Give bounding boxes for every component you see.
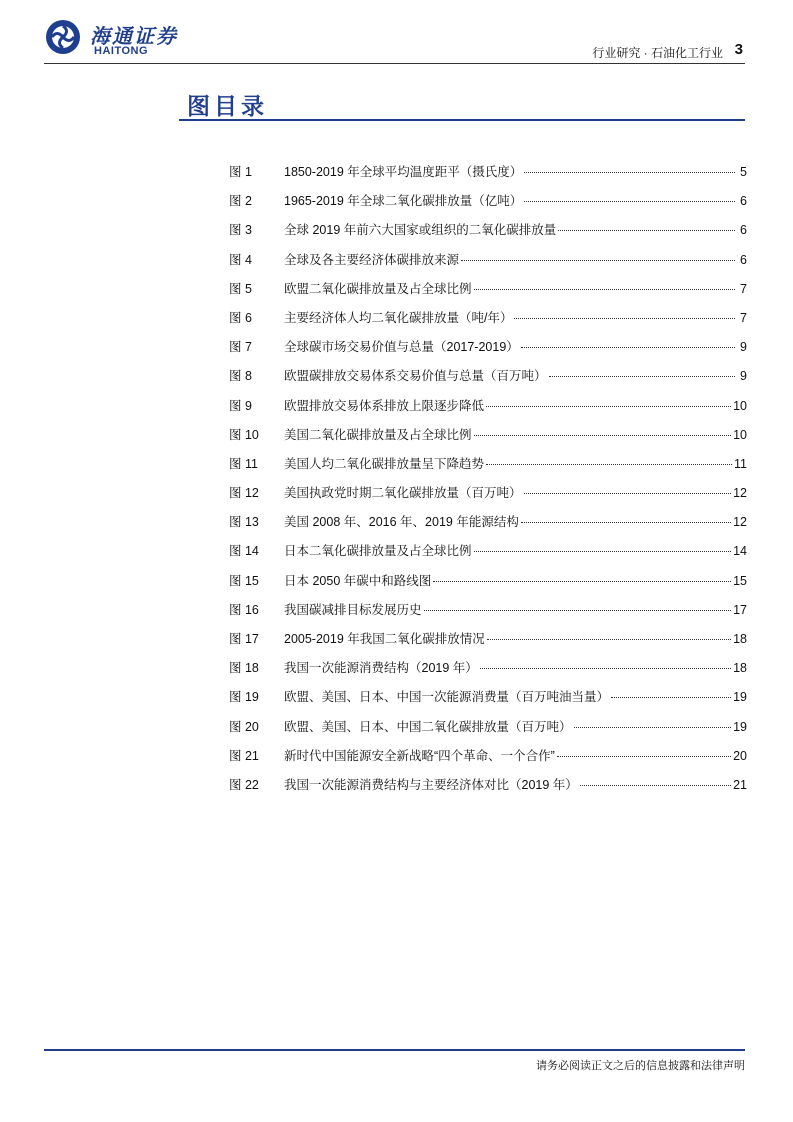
report-category: 行业研究 · 石油化工行业 [592,46,723,60]
toc-entry-label: 图 7 [229,340,252,355]
toc-entry-leader [433,580,731,582]
toc-entry-leader [486,405,731,407]
toc-entry-title: 欧盟碳排放交易体系交易价值与总量（百万吨） [284,369,547,384]
toc-entry-leader [524,171,735,173]
toc-entry-page: 11 [734,456,747,471]
toc-entry-label: 图 9 [229,398,252,413]
toc-entry-page: 12 [733,486,747,501]
page-title: 图目录 [187,93,268,119]
toc-entry[interactable] [229,717,747,746]
toc-entry-page: 15 [733,573,747,588]
toc-entry-page: 6 [740,223,747,238]
toc-entry-title: 美国人均二氧化碳排放量呈下降趋势 [284,456,485,471]
toc-entry-leader [486,463,732,465]
toc-entry[interactable] [229,541,747,570]
footer-disclaimer: 请务必阅读正文之后的信息披露和法律声明 [536,1060,745,1072]
toc-entry-title: 美国 2008 年、2016 年、2019 年能源结构 [284,515,519,530]
toc-entry-page: 12 [733,515,747,530]
toc-entry[interactable] [229,658,747,687]
toc-entry-title: 全球碳市场交易价值与总量（2017-2019） [284,340,519,355]
toc-entry[interactable] [229,600,747,629]
toc-entry-leader [521,521,731,523]
toc-entry-leader [514,317,735,319]
toc-entry-title: 日本 2050 年碳中和路线图 [284,573,432,588]
toc-entry-title: 我国一次能源消费结构与主要经济体对比（2019 年） [284,777,578,792]
toc-entry-page: 9 [740,340,747,355]
toc-entry-leader [480,667,731,669]
toc-entry[interactable] [229,629,747,658]
toc-entry-label: 图 8 [229,369,252,384]
toc-entry-page: 18 [733,632,747,646]
toc-entry[interactable] [229,191,747,220]
toc-entry[interactable] [229,396,747,425]
haitong-logo-icon [44,18,82,56]
toc-entry-title: 欧盟、美国、日本、中国一次能源消费量（百万吨油当量） [284,690,610,705]
footer-divider [44,1049,745,1051]
toc-entry-leader [524,200,735,202]
toc-entry-title: 日本二氧化碳排放量及占全球比例 [284,544,472,559]
toc-entry-label: 图 1 [229,165,252,179]
toc-entry-page: 9 [740,369,747,384]
toc-entry[interactable] [229,366,747,395]
toc-entry-leader [474,434,732,436]
toc-entry-label: 图 13 [229,515,259,530]
toc-entry-leader [521,346,735,348]
logo-english-name: HAITONG [94,45,149,57]
header-divider [44,63,745,64]
company-logo [44,18,194,60]
toc-entry-leader [574,726,732,728]
toc-entry-leader [558,229,735,231]
toc-entry[interactable] [229,454,747,483]
toc-entry-label: 图 22 [229,777,259,792]
toc-entry-page: 20 [733,748,747,763]
toc-entry-label: 图 19 [229,690,259,705]
toc-entry-page: 19 [733,690,747,705]
toc-entry[interactable] [229,483,747,512]
toc-entry-label: 图 16 [229,602,259,617]
toc-entry-page: 7 [740,281,747,296]
toc-entry[interactable] [229,308,747,337]
toc-entry[interactable] [229,279,747,308]
toc-entry-leader [461,259,735,261]
toc-entry-title: 全球及各主要经济体碳排放来源 [284,252,460,267]
toc-entry-title: 全球 2019 年前六大国家或组织的二氧化碳排放量 [284,223,557,238]
toc-entry-page: 6 [740,194,747,209]
toc-entry-leader [549,375,735,377]
title-divider [179,119,745,121]
toc-entry-page: 10 [733,427,747,442]
toc-entry-title: 我国碳减排目标发展历史 [284,602,422,617]
logo-chinese-name: 海通证券 [90,24,178,48]
toc-entry-leader [557,755,731,757]
toc-entry-label: 图 12 [229,486,259,501]
toc-entry-label: 图 17 [229,632,259,646]
toc-entry-leader [611,696,731,698]
toc-entry-leader [487,638,731,640]
toc-entry-page: 6 [740,252,747,267]
toc-entry-page: 17 [733,602,747,617]
toc-entry[interactable] [229,571,747,600]
toc-entry-label: 图 14 [229,544,259,559]
toc-entry[interactable] [229,775,747,804]
toc-entry[interactable] [229,162,747,191]
toc-entry-label: 图 18 [229,661,259,676]
toc-entry-label: 图 6 [229,310,252,325]
toc-entry[interactable] [229,337,747,366]
toc-entry-title: 新时代中国能源安全新战略“四个革命、一个合作” [284,748,555,763]
toc-entry-title: 我国一次能源消费结构（2019 年） [284,661,478,676]
toc-entry-leader [580,784,731,786]
toc-entry-page: 18 [733,661,747,676]
toc-entry-page: 19 [733,719,747,734]
toc-entry-title: 欧盟排放交易体系排放上限逐步降低 [284,398,485,413]
toc-entry[interactable] [229,746,747,775]
toc-entry-label: 图 4 [229,252,252,267]
toc-entry[interactable] [229,512,747,541]
toc-entry-label: 图 21 [229,748,259,763]
toc-entry-title: 1850-2019 年全球平均温度距平（摄氏度） [284,165,523,179]
toc-entry[interactable] [229,250,747,279]
toc-entry-leader [474,550,732,552]
toc-entry-label: 图 5 [229,281,252,296]
toc-entry-label: 图 11 [229,456,258,471]
toc-entry-title: 主要经济体人均二氧化碳排放量（吨/年） [284,310,513,325]
toc-entry-title: 美国执政党时期二氧化碳排放量（百万吨） [284,486,522,501]
page-number: 3 [734,41,743,58]
toc-entry-page: 21 [733,777,747,792]
toc-entry[interactable] [229,687,747,716]
toc-entry-leader [474,288,735,290]
toc-entry-page: 5 [740,165,747,179]
toc-entry-title: 1965-2019 年全球二氧化碳排放量（亿吨） [284,194,523,209]
figure-list [229,162,747,804]
toc-entry-page: 14 [733,544,747,559]
toc-entry-leader [524,492,732,494]
toc-entry-label: 图 2 [229,194,252,209]
toc-entry-page: 7 [740,310,747,325]
toc-entry[interactable] [229,425,747,454]
toc-entry[interactable] [229,220,747,249]
toc-entry-label: 图 10 [229,427,259,442]
toc-entry-title: 2005-2019 年我国二氧化碳排放情况 [284,632,485,646]
toc-entry-label: 图 3 [229,223,252,238]
toc-entry-label: 图 15 [229,573,259,588]
toc-entry-title: 美国二氧化碳排放量及占全球比例 [284,427,472,442]
toc-entry-label: 图 20 [229,719,259,734]
toc-entry-leader [424,609,732,611]
toc-entry-title: 欧盟、美国、日本、中国二氧化碳排放量（百万吨） [284,719,572,734]
toc-entry-page: 10 [733,398,747,413]
toc-entry-title: 欧盟二氧化碳排放量及占全球比例 [284,281,472,296]
